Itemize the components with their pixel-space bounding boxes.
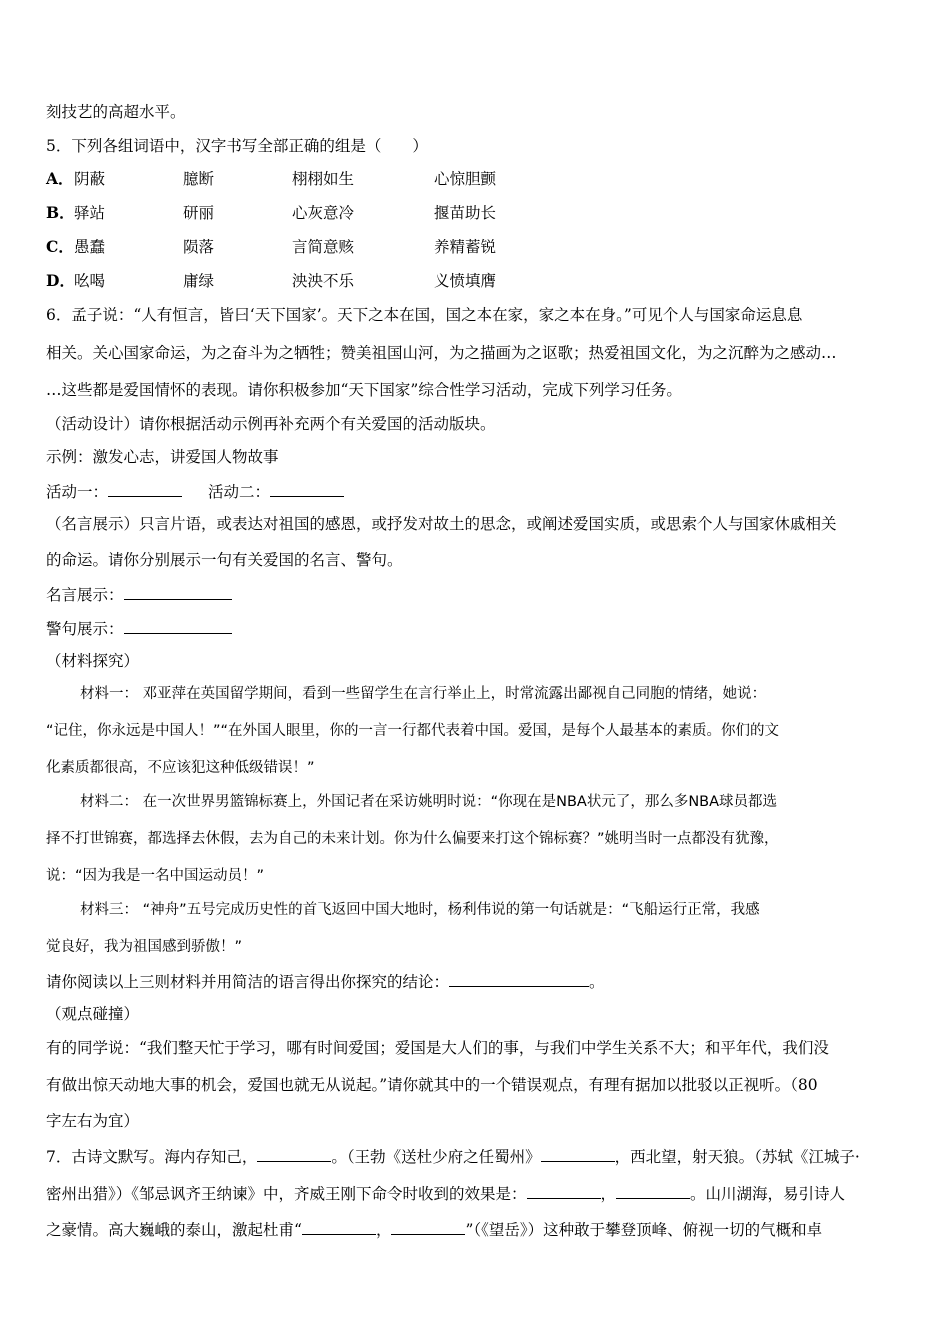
option-word: 言简意赅 (292, 238, 355, 256)
question-6-stem: …这些都是爱国情怀的表现。请你积极参加“天下国家”综合性学习活动，完成下列学习任务。 (46, 381, 682, 399)
material-two: 说：“因为我是一名中国运动员！” (46, 868, 265, 884)
conclusion-line (46, 971, 605, 992)
question-7-text: ，西北望，射天狼。（苏轼《江城子· (614, 1148, 860, 1166)
material-two: 择不打世锦赛，都选择去休假，去为自己的未来计划。你为什么偏要来打这个锦标赛？”姚明当时一点都没有犹豫， (46, 831, 779, 847)
question-7-line (46, 1219, 822, 1240)
question-7-text: ， (375, 1221, 392, 1239)
material-explore-heading: （材料探究） (46, 652, 140, 670)
viewpoint-text: 有的同学说：“我们整天忙于学习，哪有时间爱国；爱国是大人们的事，与我们中学生关系不大；和平年代，我们没 (46, 1039, 829, 1057)
conclusion-prompt: 请你阅读以上三则材料并用简洁的语言得出你探究的结论： (46, 973, 450, 991)
material-one: 材料一： 邓亚萍在英国留学期间，看到一些留学生在言行举止上，时常流露出鄙视自己同胞的情绪，她说： (80, 686, 767, 702)
question-7-text: ， (600, 1185, 617, 1203)
activity-example: 示例：激发心志，讲爱国人物故事 (46, 448, 279, 466)
warning-line (46, 618, 232, 639)
viewpoint-text: 字左右为宜） (46, 1112, 140, 1130)
quote-display-heading: （名言展示）只言片语，或表达对祖国的感恩，或抒发对故土的思念，或阐述爱国实质，或思索个人与国家休戚相关 (46, 515, 837, 533)
activity-answer-line (46, 481, 344, 502)
option-word: 泱泱不乐 (292, 272, 355, 290)
option-word: 养精蓄锐 (434, 238, 497, 256)
option-word: 驿站 (74, 204, 106, 222)
quote-display-text: 的命运。请你分别展示一句有关爱国的名言、警句。 (46, 551, 403, 569)
question-7-text: 密州出猎》）《邹忌讽齐王纳谏》中，齐威王刚下命令时收到的效果是： (46, 1185, 527, 1203)
option-word: 揠苗助长 (434, 204, 497, 222)
answer-blank[interactable] (257, 1146, 331, 1162)
material-one: “记住，你永远是中国人！”“在外国人眼里，你的一言一行都代表着中国。爱国，是每个人最基本的素质。你们的文 (46, 723, 780, 739)
question-7-text: 之豪情。高大巍峨的泰山，激起杜甫“ (46, 1221, 302, 1239)
option-letter: A． (46, 169, 74, 188)
option-letter: B． (46, 203, 75, 222)
option-word: 庸绿 (183, 272, 215, 290)
answer-blank[interactable] (541, 1146, 615, 1162)
answer-blank[interactable] (449, 971, 589, 987)
question-7-text: 。山川湖海，易引诗人 (690, 1185, 846, 1203)
question-6-stem: 相关。关心国家命运，为之奋斗为之牺牲；赞美祖国山河，为之描画为之讴歌；热爱祖国文化，为之沉醉为之感动… (46, 344, 837, 362)
material-three: 觉良好，我为祖国感到骄傲！” (46, 939, 243, 955)
activity-two-label: 活动二： (208, 483, 271, 501)
punctuation: 。 (589, 973, 605, 991)
text-line: 刻技艺的高超水平。 (46, 103, 186, 121)
activity-design-heading: （活动设计）请你根据活动示例再补充两个有关爱国的活动版块。 (46, 415, 496, 433)
question-7-line (46, 1183, 845, 1204)
option-word: 心灰意冷 (292, 204, 355, 222)
option-letter: C． (46, 237, 74, 256)
viewpoint-text: 有做出惊天动地大事的机会，爱国也就无从说起。”请你就其中的一个错误观点，有理有据加以批驳以正视听。（80 (46, 1076, 818, 1094)
option-word: 栩栩如生 (292, 170, 355, 188)
famous-quote-line (46, 584, 232, 605)
question-7-text: 。（王勃《送杜少府之任蜀州》 (331, 1148, 541, 1166)
answer-blank[interactable] (108, 481, 182, 497)
activity-one-label: 活动一： (46, 483, 109, 501)
material-three: 材料三： “神舟”五号完成历史性的首飞返回中国大地时，杨利伟说的第一句话就是：“飞船运行正常，我感 (80, 902, 760, 918)
question-5-stem: 5．下列各组词语中，汉字书写全部正确的组是（ ） (46, 137, 428, 155)
option-word: 义愤填膺 (434, 272, 497, 290)
answer-blank[interactable] (527, 1183, 601, 1199)
material-two: 材料二： 在一次世界男篮锦标赛上，外国记者在采访姚明时说：“你现在是NBA状元了，那么多NBA球员都选 (80, 794, 778, 810)
famous-quote-label: 名言展示： (46, 586, 124, 604)
material-one: 化素质都很高，不应该犯这种低级错误！” (46, 760, 315, 776)
option-word: 愚蠢 (74, 238, 106, 256)
question-7-text: ”（《望岳》）这种敢于攀登顶峰、俯视一切的气概和卓 (465, 1221, 823, 1239)
option-word: 研丽 (183, 204, 215, 222)
answer-blank[interactable] (391, 1219, 465, 1235)
question-6-stem: 6．孟子说：“人有恒言，皆曰‘天下国家’。天下之本在国，国之本在家，家之本在身。”可见个人与国家命运息息 (46, 306, 803, 324)
option-word: 吆喝 (74, 272, 106, 290)
viewpoint-heading: （观点碰撞） (46, 1005, 140, 1023)
question-7-line (46, 1146, 860, 1167)
option-letter: D． (46, 271, 75, 290)
answer-blank[interactable] (124, 584, 232, 600)
option-word: 心惊胆颤 (434, 170, 497, 188)
answer-blank[interactable] (302, 1219, 376, 1235)
answer-blank[interactable] (616, 1183, 690, 1199)
option-word: 阴蔽 (74, 170, 106, 188)
answer-blank[interactable] (124, 618, 232, 634)
answer-blank[interactable] (270, 481, 344, 497)
warning-label: 警句展示： (46, 620, 124, 638)
question-7-text: 7．古诗文默写。海内存知己， (46, 1148, 258, 1166)
option-word: 臆断 (183, 170, 215, 188)
option-word: 陨落 (183, 238, 215, 256)
